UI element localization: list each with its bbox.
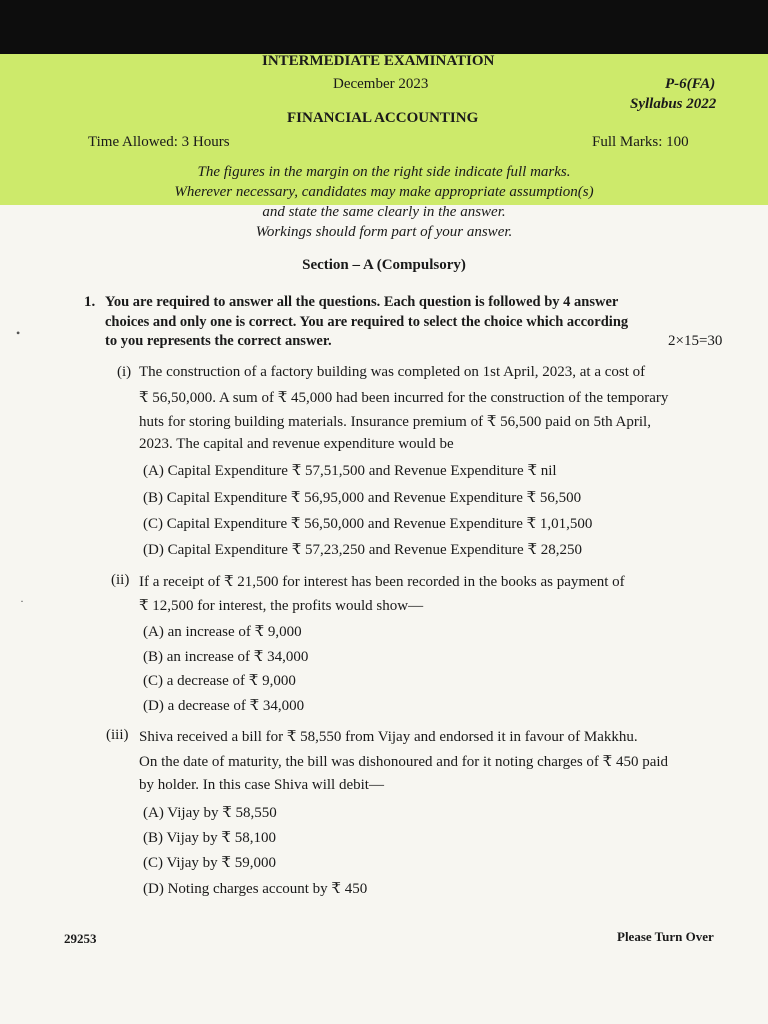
- subq-line: huts for storing building materials. Insurance premium of ₹ 56,500 paid on 5th April,: [139, 414, 651, 430]
- subq-line: If a receipt of ₹ 21,500 for interest has been recorded in the books as payment of: [139, 574, 625, 590]
- paper-code: P-6(FA): [665, 76, 716, 92]
- full-marks: Full Marks: 100: [592, 134, 689, 150]
- paper-serial-code: 29253: [64, 931, 97, 946]
- time-allowed: Time Allowed: 3 Hours: [88, 134, 230, 150]
- question-number: 1.: [84, 294, 96, 310]
- scan-speck: ·: [20, 594, 24, 608]
- subq-label: (ii): [111, 572, 130, 588]
- question-text-line: to you represents the correct answer.: [105, 333, 332, 349]
- instruction-line: and state the same clearly in the answer.: [262, 204, 506, 220]
- answer-option-b: (B) Capital Expenditure ₹ 56,95,000 and Revenue Expenditure ₹ 56,500: [143, 490, 582, 506]
- answer-option-d: (D) Capital Expenditure ₹ 57,23,250 and Revenue Expenditure ₹ 28,250: [143, 542, 582, 558]
- instruction-line: The figures in the margin on the right side indicate full marks.: [197, 164, 571, 180]
- subq-line: by holder. In this case Shiva will debit—: [139, 777, 384, 793]
- exam-title: INTERMEDIATE EXAMINATION: [262, 53, 495, 69]
- answer-option-c: (C) Vijay by ₹ 59,000: [143, 855, 276, 871]
- subq-line: On the date of maturity, the bill was dishonoured and for it noting charges of ₹ 450 paid: [139, 754, 669, 770]
- instruction-line: Wherever necessary, candidates may make appropriate assumption(s): [174, 184, 594, 200]
- subq-line: 2023. The capital and revenue expenditure would be: [139, 436, 454, 452]
- subq-line: ₹ 12,500 for interest, the profits would show—: [139, 598, 424, 614]
- answer-option-c: (C) Capital Expenditure ₹ 56,50,000 and Revenue Expenditure ₹ 1,01,500: [143, 516, 593, 532]
- answer-option-d: (D) a decrease of ₹ 34,000: [143, 698, 305, 714]
- answer-option-a: (A) Capital Expenditure ₹ 57,51,500 and Revenue Expenditure ₹ nil: [143, 463, 557, 479]
- answer-option-c: (C) a decrease of ₹ 9,000: [143, 673, 296, 689]
- subq-label: (iii): [106, 727, 129, 743]
- instruction-line: Workings should form part of your answer.: [255, 224, 513, 240]
- subq-label: (i): [117, 364, 132, 380]
- scan-speck: •: [16, 326, 21, 340]
- subq-line: The construction of a factory building was completed on 1st April, 2023, at a cost of: [139, 364, 646, 380]
- answer-option-a: (A) Vijay by ₹ 58,550: [143, 805, 277, 821]
- turn-over-note: Please Turn Over: [617, 929, 714, 944]
- exam-session: December 2023: [333, 76, 429, 92]
- answer-option-a: (A) an increase of ₹ 9,000: [143, 624, 302, 640]
- answer-option-b: (B) an increase of ₹ 34,000: [143, 649, 309, 665]
- section-title: Section – A (Compulsory): [302, 257, 466, 273]
- answer-option-b: (B) Vijay by ₹ 58,100: [143, 830, 276, 846]
- answer-option-d: (D) Noting charges account by ₹ 450: [143, 881, 368, 897]
- question-marks: 2×15=30: [668, 333, 723, 349]
- subq-line: ₹ 56,50,000. A sum of ₹ 45,000 had been incurred for the construction of the temporary: [139, 390, 669, 406]
- subq-line: Shiva received a bill for ₹ 58,550 from Vijay and endorsed it in favour of Makkhu.: [139, 729, 638, 745]
- question-text-line: You are required to answer all the questions. Each question is followed by 4 answer: [105, 294, 619, 310]
- subject-title: FINANCIAL ACCOUNTING: [287, 110, 479, 126]
- syllabus: Syllabus 2022: [630, 96, 717, 112]
- question-text-line: choices and only one is correct. You are required to select the choice which according: [105, 314, 629, 330]
